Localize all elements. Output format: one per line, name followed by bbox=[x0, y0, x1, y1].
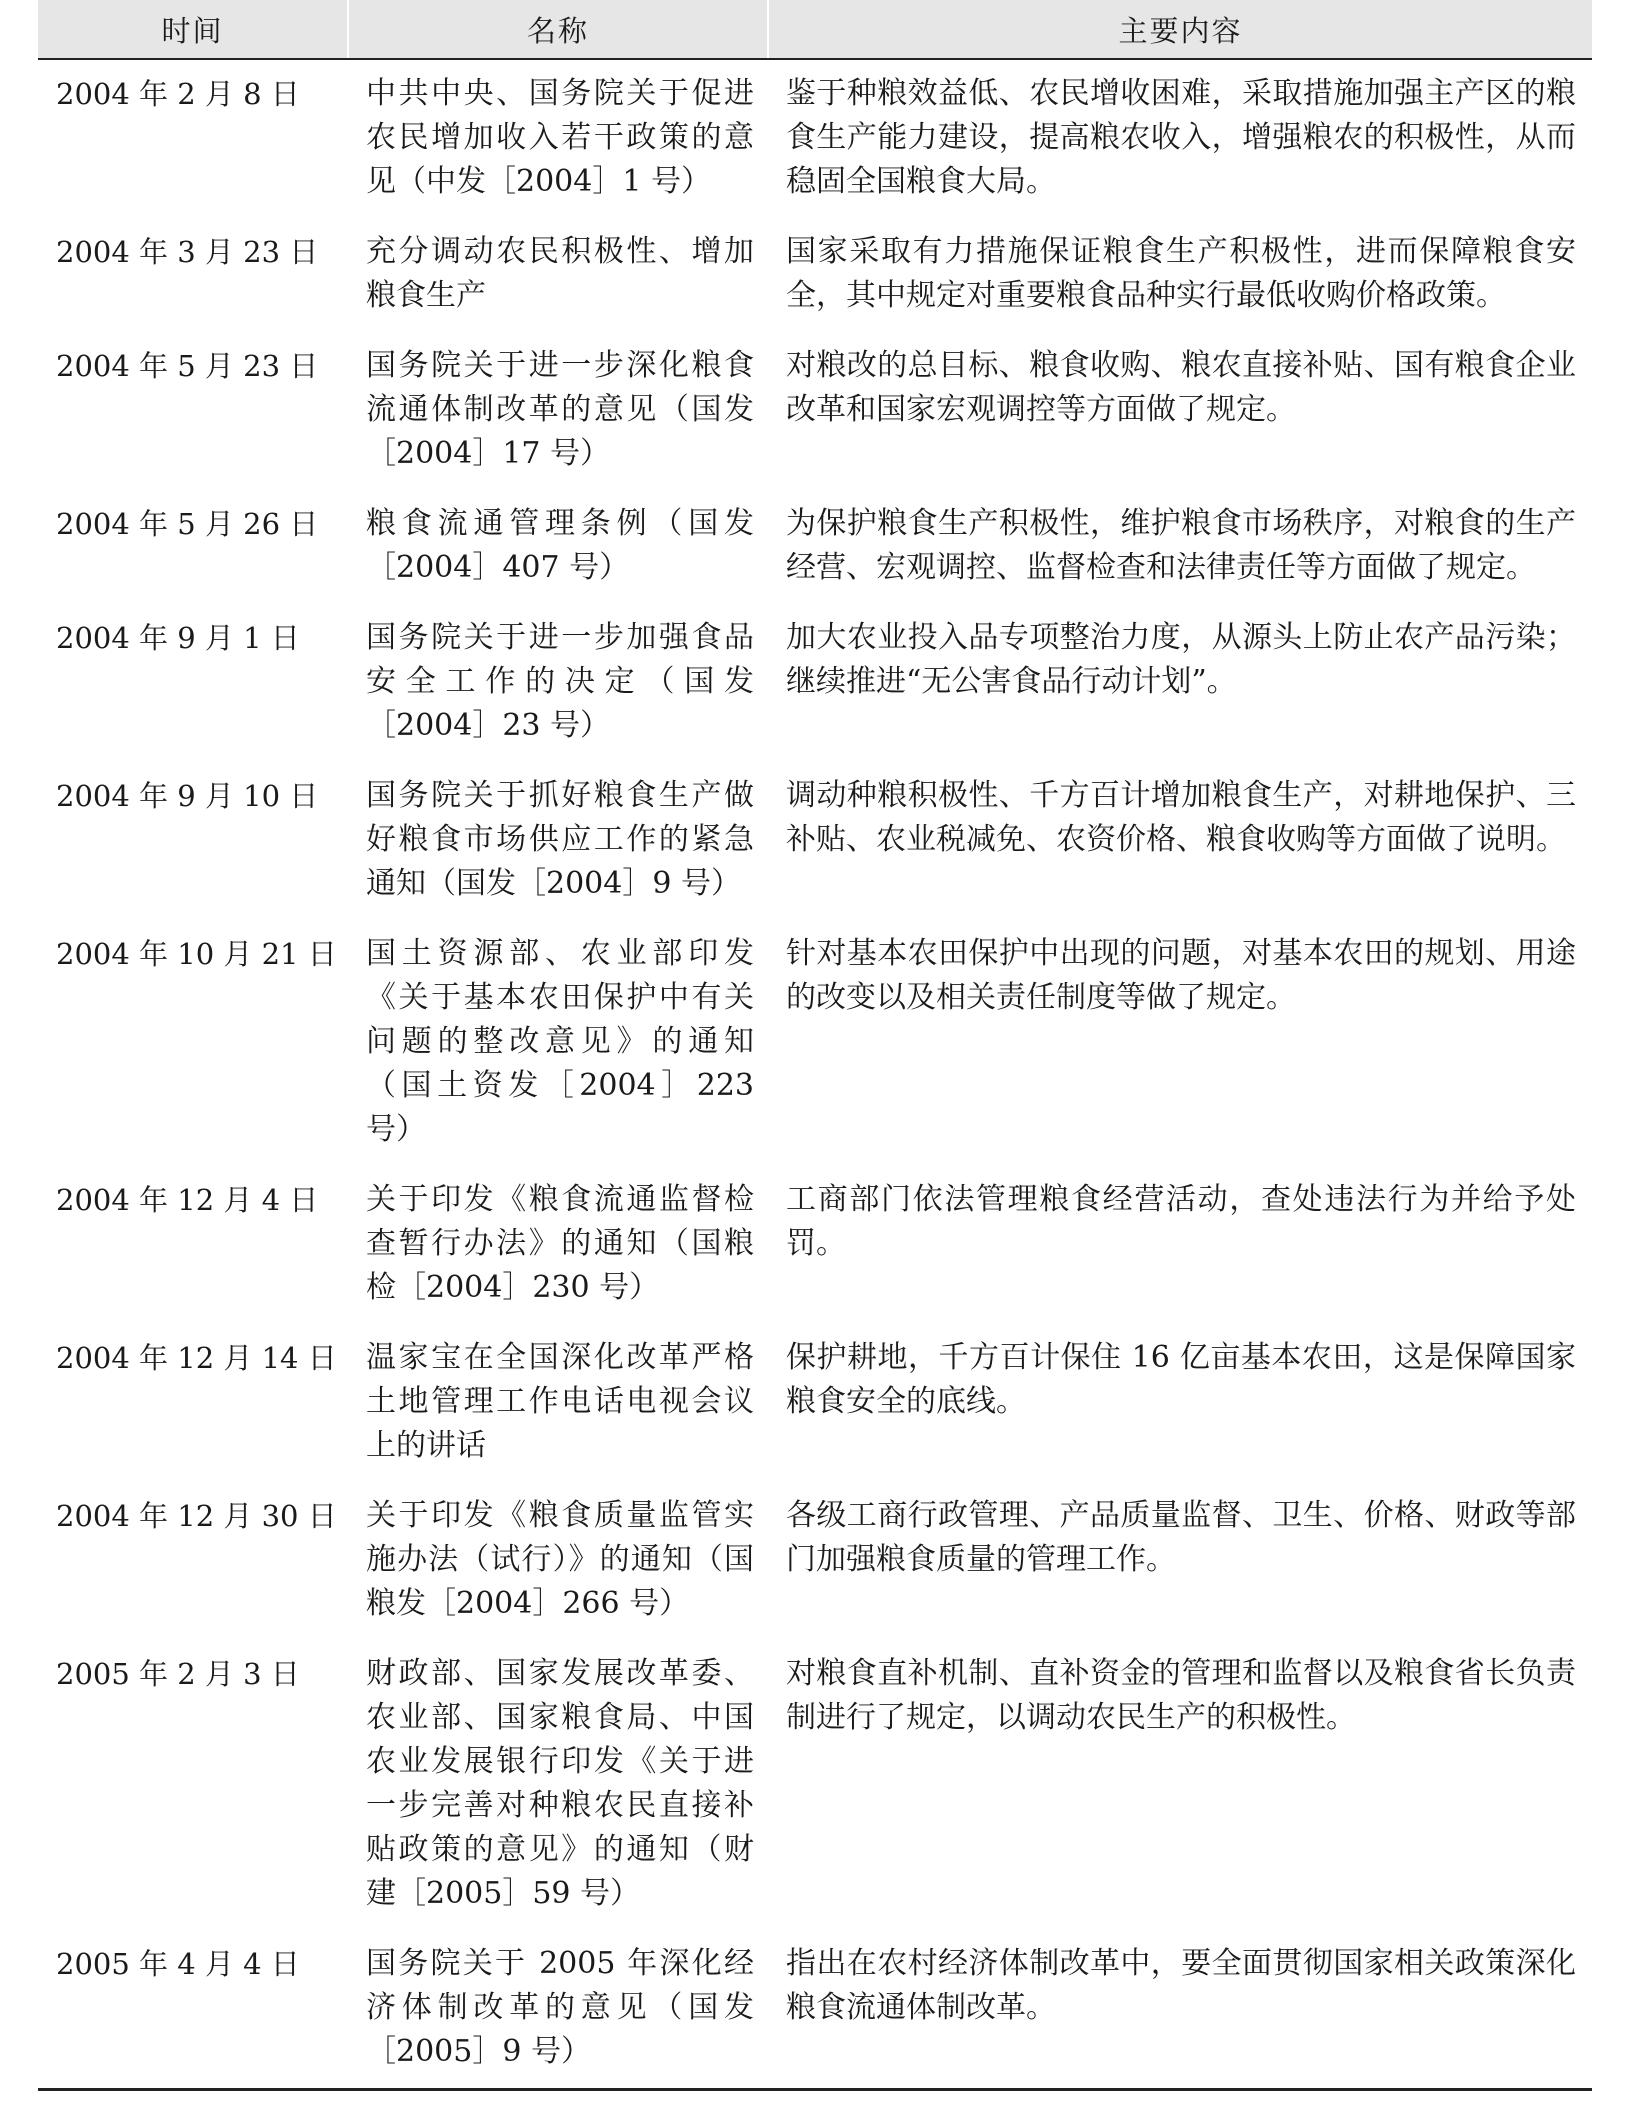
cell-date: 2004 年 5 月 26 日 bbox=[56, 507, 319, 541]
cell-date: 2005 年 4 月 4 日 bbox=[56, 1947, 300, 1981]
cell-date: 2004 年 5 月 23 日 bbox=[56, 349, 319, 383]
cell-content: 针对基本农田保护中出现的问题，对基本农田的规划、用途的改变以及相关责任制度等做了规定。 bbox=[786, 936, 1576, 1015]
table-row bbox=[38, 1640, 1592, 1930]
table-bottom-rule bbox=[38, 2088, 1592, 2091]
header-date: 时间 bbox=[38, 0, 348, 59]
table-row bbox=[38, 1482, 1592, 1640]
cell-date: 2005 年 2 月 3 日 bbox=[56, 1657, 300, 1691]
cell-date: 2004 年 12 月 30 日 bbox=[56, 1499, 337, 1533]
table-row bbox=[38, 218, 1592, 332]
cell-name: 国务院关于进一步加强食品安全工作的决定（国发［2004］23 号） bbox=[366, 620, 754, 743]
cell-name: 中共中央、国务院关于促进农民增加收入若干政策的意见（中发［2004］1 号） bbox=[366, 76, 754, 199]
policy-table bbox=[38, 0, 1592, 2088]
cell-date: 2004 年 9 月 10 日 bbox=[56, 779, 319, 813]
cell-content: 保护耕地，千方百计保住 16 亿亩基本农田，这是保障国家粮食安全的底线。 bbox=[786, 1340, 1576, 1419]
policy-table-container bbox=[38, 0, 1592, 2091]
cell-name: 充分调动农民积极性、增加粮食生产 bbox=[366, 234, 754, 313]
cell-name: 粮食流通管理条例（国发［2004］407 号） bbox=[366, 506, 754, 585]
cell-content: 鉴于种粮效益低、农民增收困难，采取措施加强主产区的粮食生产能力建设，提高粮农收入，增强粮农的积极性，从而稳固全国粮食大局。 bbox=[786, 76, 1576, 199]
cell-content: 加大农业投入品专项整治力度，从源头上防止农产品污染；继续推进“无公害食品行动计划”。 bbox=[786, 620, 1576, 699]
cell-name: 国务院关于 2005 年深化经济体制改革的意见（国发［2005］9 号） bbox=[366, 1946, 754, 2069]
cell-name: 关于印发《粮食质量监管实施办法（试行）》的通知（国粮发［2004］266 号） bbox=[366, 1498, 754, 1621]
cell-content: 国家采取有力措施保证粮食生产积极性，进而保障粮食安全，其中规定对重要粮食品种实行最低收购价格政策。 bbox=[786, 234, 1576, 313]
header-row bbox=[38, 0, 1592, 59]
cell-name: 温家宝在全国深化改革严格土地管理工作电话电视会议上的讲话 bbox=[366, 1340, 754, 1463]
cell-name: 国务院关于进一步深化粮食流通体制改革的意见（国发［2004］17 号） bbox=[366, 348, 754, 471]
cell-name: 财政部、国家发展改革委、农业部、国家粮食局、中国农业发展银行印发《关于进一步完善对种粮农民直接补贴政策的意见》的通知（财建［2005］59 号） bbox=[366, 1656, 754, 1911]
table-row bbox=[38, 59, 1592, 218]
cell-name: 关于印发《粮食流通监督检查暂行办法》的通知（国粮检［2004］230 号） bbox=[366, 1182, 754, 1305]
table-row bbox=[38, 332, 1592, 490]
cell-date: 2004 年 12 月 14 日 bbox=[56, 1341, 337, 1375]
header-content: 主要内容 bbox=[768, 0, 1592, 59]
cell-date: 2004 年 9 月 1 日 bbox=[56, 621, 300, 655]
table-row bbox=[38, 1324, 1592, 1482]
table-body bbox=[38, 59, 1592, 2088]
cell-content: 对粮改的总目标、粮食收购、粮农直接补贴、国有粮食企业改革和国家宏观调控等方面做了规定。 bbox=[786, 348, 1576, 427]
table-header bbox=[38, 0, 1592, 59]
table-row bbox=[38, 1166, 1592, 1324]
header-name: 名称 bbox=[348, 0, 768, 59]
cell-name: 国务院关于抓好粮食生产做好粮食市场供应工作的紧急通知（国发［2004］9 号） bbox=[366, 778, 754, 901]
cell-content: 指出在农村经济体制改革中，要全面贯彻国家相关政策深化粮食流通体制改革。 bbox=[786, 1946, 1576, 2025]
table-row bbox=[38, 490, 1592, 604]
table-row bbox=[38, 762, 1592, 920]
cell-content: 为保护粮食生产积极性，维护粮食市场秩序，对粮食的生产经营、宏观调控、监督检查和法律责任等方面做了规定。 bbox=[786, 506, 1576, 585]
table-row bbox=[38, 920, 1592, 1166]
cell-content: 工商部门依法管理粮食经营活动，查处违法行为并给予处罚。 bbox=[786, 1182, 1576, 1261]
cell-date: 2004 年 10 月 21 日 bbox=[56, 937, 337, 971]
cell-date: 2004 年 12 月 4 日 bbox=[56, 1183, 319, 1217]
table-row bbox=[38, 604, 1592, 762]
cell-date: 2004 年 2 月 8 日 bbox=[56, 77, 300, 111]
cell-content: 各级工商行政管理、产品质量监督、卫生、价格、财政等部门加强粮食质量的管理工作。 bbox=[786, 1498, 1576, 1577]
cell-content: 对粮食直补机制、直补资金的管理和监督以及粮食省长负责制进行了规定，以调动农民生产的积极性。 bbox=[786, 1656, 1576, 1735]
cell-content: 调动种粮积极性、千方百计增加粮食生产，对耕地保护、三补贴、农业税减免、农资价格、粮食收购等方面做了说明。 bbox=[786, 778, 1576, 857]
cell-date: 2004 年 3 月 23 日 bbox=[56, 235, 319, 269]
table-row bbox=[38, 1930, 1592, 2088]
cell-name: 国土资源部、农业部印发《关于基本农田保护中有关问题的整改意见》的通知（国土资发［2004］223 号） bbox=[366, 936, 754, 1147]
